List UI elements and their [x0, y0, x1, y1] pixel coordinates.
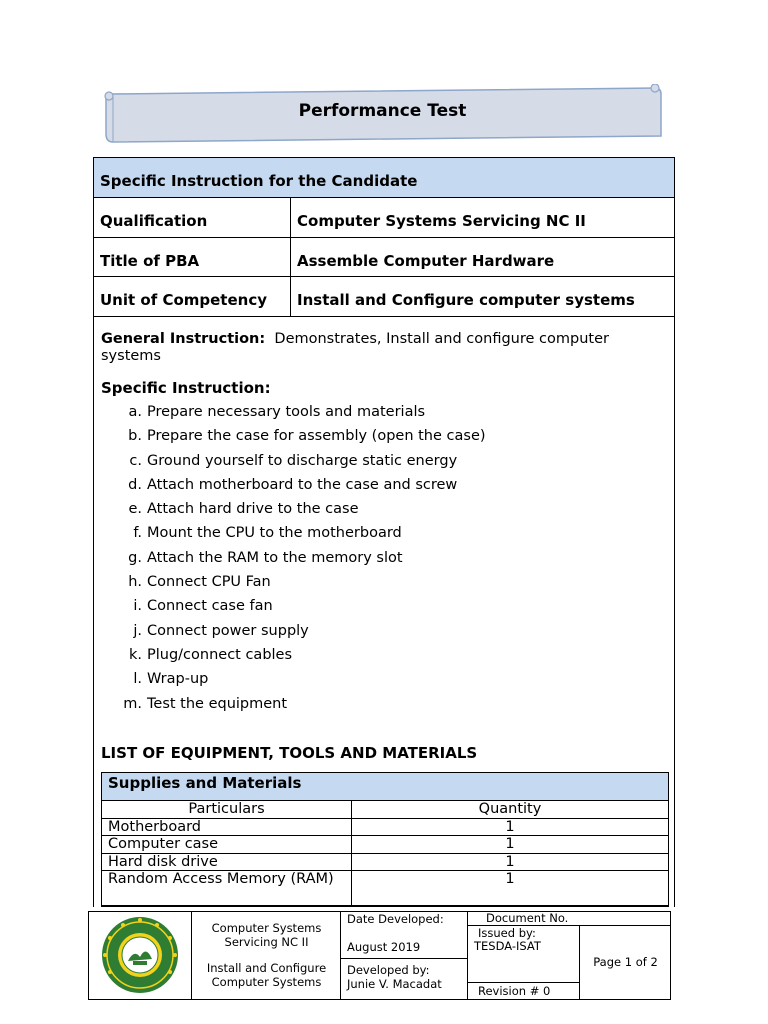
step-text: Prepare necessary tools and materials: [147, 404, 426, 420]
step-text: Connect power supply: [147, 622, 309, 639]
step-text: Connect case fan: [147, 598, 273, 615]
step-text: Attach motherboard to the case and screw: [147, 476, 458, 493]
supplies-header: [102, 773, 668, 801]
table-row: [102, 871, 668, 906]
row-value: Assemble Computer Hardware: [297, 252, 555, 270]
step-letter: h.: [128, 574, 142, 591]
instruction-table: [93, 157, 675, 907]
step-item: [94, 453, 674, 477]
step-letter: m.: [123, 695, 142, 712]
step-item: [94, 696, 674, 720]
row-label: Title of PBA: [100, 252, 200, 270]
page-title: Performance Test: [298, 101, 467, 121]
step-item: [94, 477, 674, 501]
step-letter: i.: [133, 598, 142, 615]
item-name: Random Access Memory (RAM): [102, 871, 352, 905]
step-text: Plug/connect cables: [147, 646, 293, 663]
column-headers: [102, 801, 668, 819]
page-number: Page 1 of 2: [593, 955, 658, 969]
step-letter: a.: [128, 404, 142, 420]
general-instruction: [101, 331, 661, 365]
footer-document-cell: [468, 912, 671, 999]
supplies-title: Supplies and Materials: [108, 774, 302, 792]
row-label: Qualification: [100, 212, 208, 230]
step-list: [94, 404, 674, 720]
item-name: Computer case: [102, 836, 352, 853]
table-row: [102, 819, 668, 836]
table-row: [94, 238, 674, 277]
row-label: Unit of Competency: [100, 291, 267, 309]
supplies-table: [101, 772, 669, 907]
step-item: [94, 501, 674, 525]
row-value: Computer Systems Servicing NC II: [297, 212, 586, 230]
step-text: Ground yourself to discharge static energy: [147, 452, 458, 469]
footer-date-cell: [341, 912, 468, 999]
step-text: Attach hard drive to the case: [147, 501, 359, 518]
general-text: Demonstrates, Install and configure computer systems: [101, 331, 609, 364]
issued-cell: [468, 926, 580, 983]
item-quantity: 1: [505, 819, 515, 835]
title-banner: [103, 84, 662, 148]
step-text: Wrap-up: [147, 671, 209, 688]
specific-label: Specific Instruction:: [101, 379, 271, 397]
footer-qualification: Computer Systems Servicing NC II: [211, 921, 322, 949]
step-item: [94, 647, 674, 671]
equipment-title: LIST OF EQUIPMENT, TOOLS AND MATERIALS: [101, 744, 478, 762]
step-text: Connect CPU Fan: [147, 574, 271, 591]
step-letter: g.: [128, 549, 142, 566]
step-text: Test the equipment: [147, 695, 288, 712]
item-name: Motherboard: [102, 819, 352, 835]
section-title: Specific Instruction for the Candidate: [100, 172, 418, 190]
step-item: [94, 404, 674, 428]
step-letter: j.: [133, 622, 142, 639]
step-item: [94, 671, 674, 695]
step-letter: l.: [133, 671, 142, 688]
col-particulars: Particulars: [102, 801, 352, 818]
document-number-label: Document No.: [468, 912, 671, 926]
item-quantity: 1: [505, 836, 515, 852]
row-value: Install and Configure computer systems: [297, 291, 635, 309]
step-item: [94, 623, 674, 647]
developed-label: Developed by:: [347, 963, 430, 977]
step-item: [94, 550, 674, 574]
step-item: [94, 525, 674, 549]
footer-qualification-cell: [192, 912, 341, 999]
table-row: [94, 277, 674, 317]
step-letter: f.: [133, 525, 142, 542]
step-text: Prepare the case for assembly (open the case): [147, 428, 486, 445]
item-quantity: 1: [505, 854, 515, 870]
logo-cell: [89, 912, 192, 999]
step-letter: b.: [128, 428, 142, 445]
general-label: General Instruction:: [101, 331, 266, 347]
date-label: Date Developed:: [347, 912, 444, 926]
col-quantity: Quantity: [478, 801, 542, 817]
developed-value: Junie V. Macadat: [347, 977, 442, 991]
school-logo-icon: [100, 915, 180, 995]
step-letter: c.: [129, 452, 142, 469]
issued-value: TESDA-ISAT: [474, 939, 541, 953]
document-footer: [88, 911, 671, 1000]
item-name: Hard disk drive: [102, 854, 352, 870]
step-text: Mount the CPU to the motherboard: [147, 525, 402, 542]
footer-unit: Install and Configure Computer Systems: [206, 961, 327, 989]
date-value: August 2019: [347, 940, 421, 954]
table-row: [102, 854, 668, 871]
step-text: Attach the RAM to the memory slot: [147, 549, 403, 566]
section-header: [94, 158, 674, 198]
item-quantity: 1: [505, 871, 515, 887]
step-letter: d.: [128, 476, 142, 493]
step-item: [94, 574, 674, 598]
table-row: [94, 198, 674, 238]
step-item: [94, 598, 674, 622]
revision-number: Revision # 0: [468, 983, 580, 999]
issued-label: Issued by:: [478, 926, 536, 940]
step-letter: e.: [128, 501, 142, 518]
table-row: [102, 836, 668, 854]
step-letter: k.: [128, 646, 142, 663]
step-item: [94, 428, 674, 452]
